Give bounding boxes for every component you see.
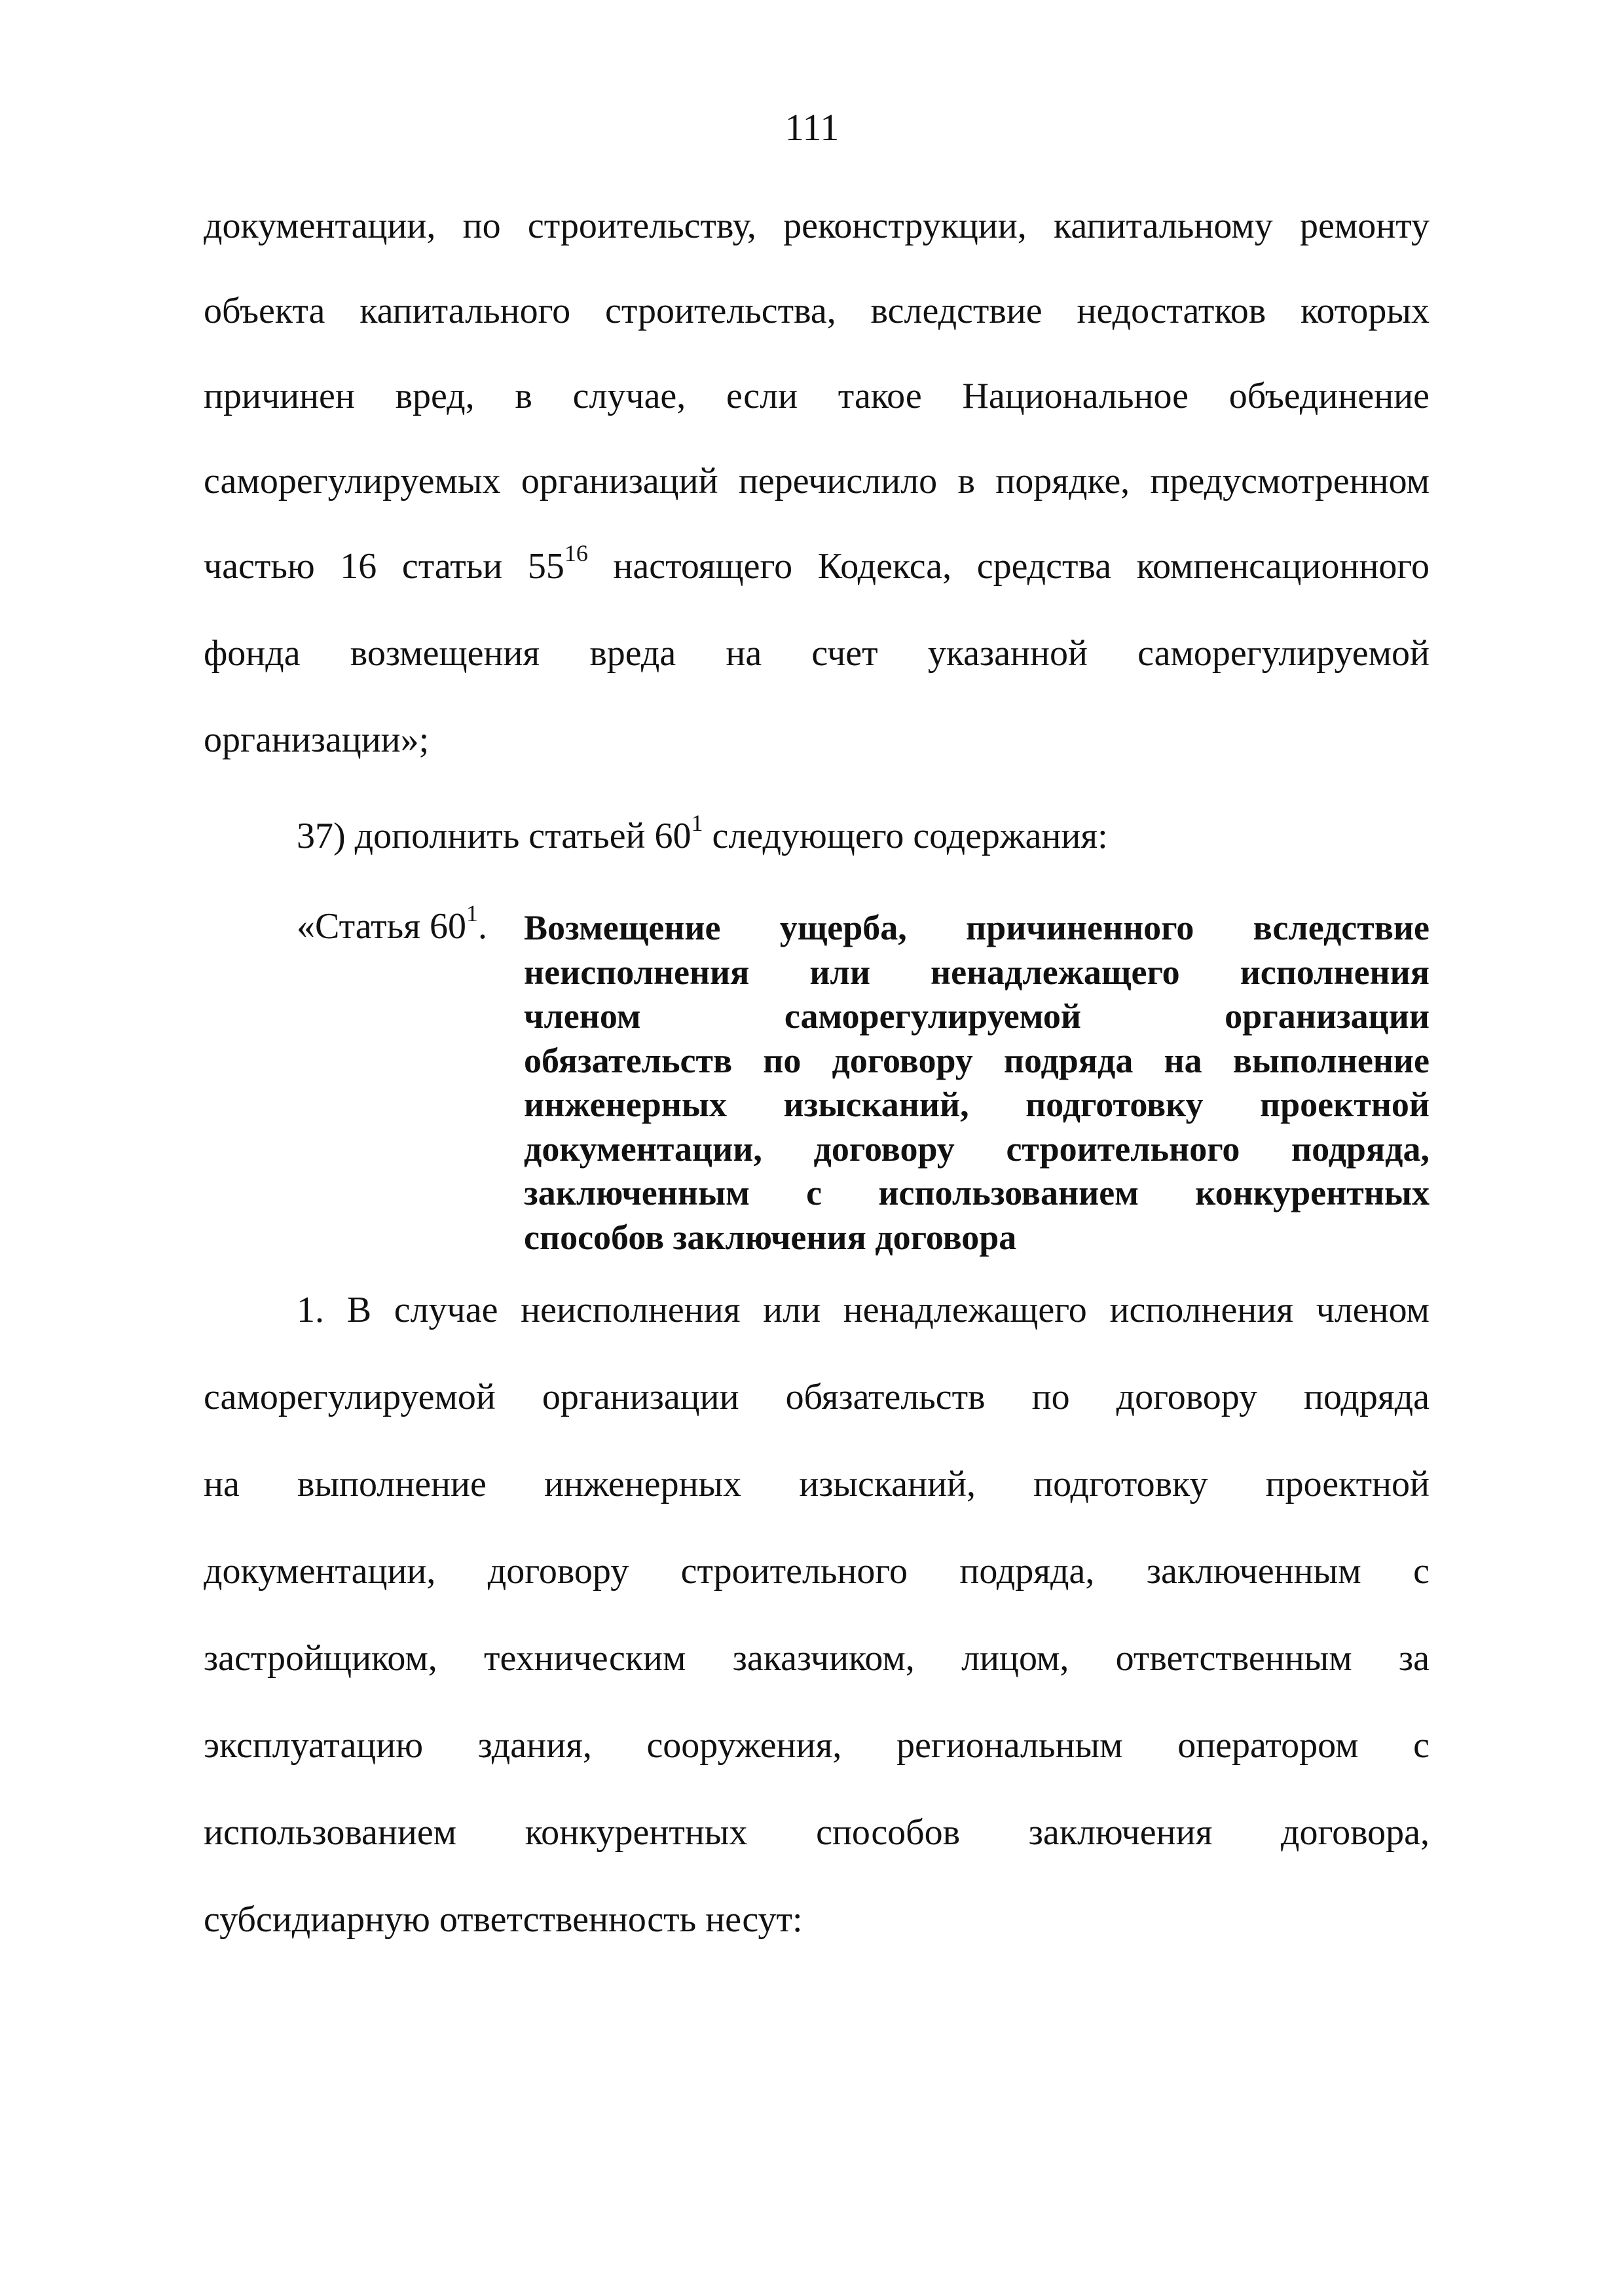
body-text-line: использованием конкурентных способов заключения договора, bbox=[204, 1812, 1430, 1853]
body-text-line: организации»; bbox=[204, 720, 430, 760]
article-title-line: способов заключения договора bbox=[524, 1217, 1017, 1257]
superscript: 1 bbox=[466, 900, 478, 927]
body-text-line: причинен вред, в случае, если такое Национальное объединение bbox=[204, 376, 1430, 416]
text-segment: следующего содержания: bbox=[703, 816, 1108, 856]
body-text-line: саморегулируемой организации обязательств по договору подряда bbox=[204, 1377, 1430, 1417]
article-title-line: инженерных изысканий, подготовку проектной bbox=[524, 1085, 1430, 1124]
article-title-line: заключенным с использованием конкурентных bbox=[524, 1173, 1430, 1212]
text-segment: . bbox=[477, 906, 487, 947]
article-title-line: Возмещение ущерба, причиненного вследствие bbox=[524, 908, 1430, 947]
body-text-line: объекта капитального строительства, вследствие недостатков которых bbox=[204, 291, 1430, 331]
superscript: 1 bbox=[691, 810, 703, 837]
article-title-line: обязательств по договору подряда на выполнение bbox=[524, 1040, 1430, 1080]
text-segment: 37) дополнить статьей 60 bbox=[297, 816, 692, 856]
article-title-line: членом саморегулируемой организации bbox=[524, 996, 1430, 1036]
body-text-line: субсидиарную ответственность несут: bbox=[204, 1899, 803, 1940]
paragraph-1-first-line: 1. В случае неисполнения или ненадлежащего исполнения членом bbox=[297, 1290, 1430, 1330]
text-segment: настоящего Кодекса, средства компенсационного bbox=[587, 546, 1430, 587]
body-text-line: документации, по строительству, реконструкции, капитальному ремонту bbox=[204, 206, 1430, 246]
body-text-line: документации, договору строительного подряда, заключенным с bbox=[204, 1551, 1430, 1592]
article-title-line: неисполнения или ненадлежащего исполнения bbox=[524, 952, 1430, 992]
body-text-line: на выполнение инженерных изысканий, подготовку проектной bbox=[204, 1464, 1430, 1504]
text-segment: частью 16 статьи 55 bbox=[204, 546, 564, 587]
superscript: 16 bbox=[564, 540, 588, 567]
body-text-line: саморегулируемых организаций перечислило в порядке, предусмотренном bbox=[204, 461, 1430, 501]
body-text-line: фонда возмещения вреда на счет указанной саморегулируемой bbox=[204, 633, 1430, 674]
body-text-line-with-superscript bbox=[204, 540, 1430, 589]
page-number: 111 bbox=[784, 106, 840, 149]
amendment-item-37 bbox=[297, 810, 1108, 859]
article-title-line: документации, договору строительного подряда, bbox=[524, 1129, 1430, 1169]
body-text-line: застройщиком, техническим заказчиком, лицом, ответственным за bbox=[204, 1638, 1430, 1679]
text-segment: «Статья 60 bbox=[297, 906, 466, 947]
body-text-line: эксплуатацию здания, сооружения, региональным оператором с bbox=[204, 1725, 1430, 1766]
article-title bbox=[524, 906, 1430, 1260]
article-label bbox=[297, 900, 487, 949]
